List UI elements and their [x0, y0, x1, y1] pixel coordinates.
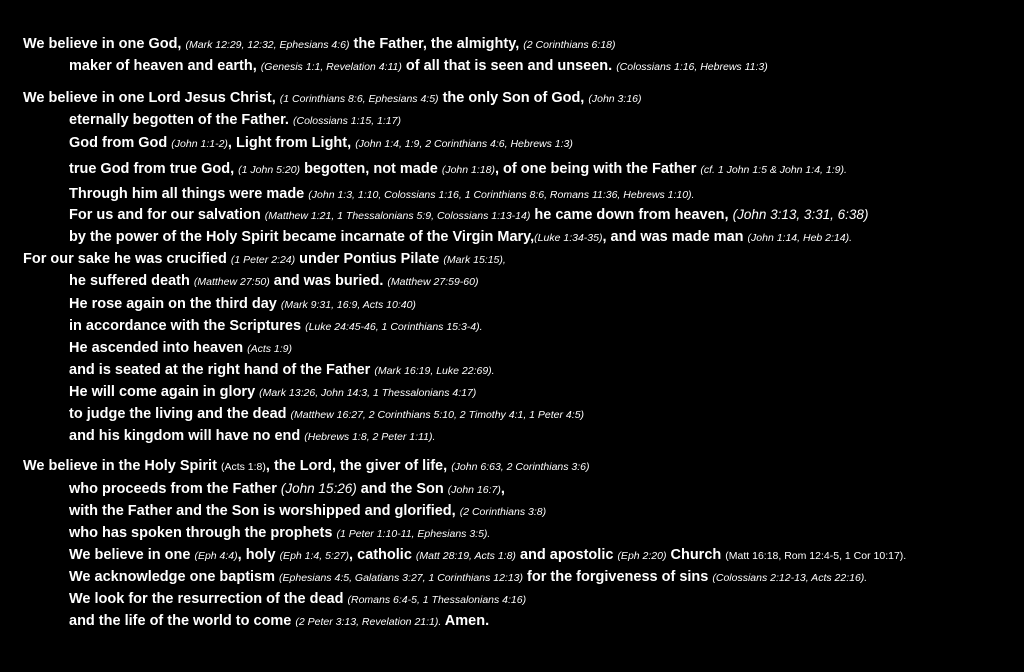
scripture-reference: (Luke 1:34-35): [534, 232, 603, 244]
creed-text: begotten, not made: [300, 161, 442, 177]
scripture-reference: (Eph 2:20): [617, 550, 667, 562]
creed-text: God from God: [69, 135, 172, 151]
creed-text: , of one being with the Father: [494, 161, 701, 177]
creed-text: ,: [500, 481, 505, 497]
creed-text: He will come again in glory: [69, 384, 260, 400]
scripture-reference: (Mark 9:31, 16:9, Acts 10:40): [280, 299, 416, 311]
creed-line: [69, 427, 435, 446]
creed-line: [23, 457, 590, 476]
scripture-reference: (John 1:4, 1:9, 2 Corinthians 4:6, Hebrews 1:3): [355, 138, 573, 150]
scripture-reference: (Mark 16:19, Luke 22:69).: [374, 365, 495, 377]
creed-text: by the power of the Holy Spirit became incarnate of the Virgin Mary,: [69, 229, 535, 245]
scripture-reference: (Eph 4:4): [194, 550, 238, 562]
scripture-reference: (John 6:63, 2 Corinthians 3:6): [451, 461, 590, 473]
scripture-reference: (John 15:26): [280, 481, 357, 496]
scripture-reference: (John 1:14, Heb 2:14).: [747, 232, 853, 244]
scripture-reference: (Matthew 16:27, 2 Corinthians 5:10, 2 Timothy 4:1, 1 Peter 4:5): [290, 409, 585, 421]
creed-text: who proceeds from the Father: [69, 481, 281, 497]
creed-line: [23, 89, 642, 108]
scripture-reference: (John 3:16): [588, 93, 642, 105]
creed-line: [69, 206, 868, 225]
creed-text: Through him all things were made: [69, 186, 309, 202]
creed-line: [69, 524, 490, 543]
creed-line: [69, 405, 584, 424]
scripture-reference: (Acts 1:8): [220, 461, 266, 473]
creed-text: true God from true God,: [69, 161, 239, 177]
creed-line: [69, 57, 768, 76]
creed-text: and is seated at the right hand of the Father: [69, 362, 375, 378]
scripture-reference: (2 Corinthians 3:8): [459, 506, 547, 518]
creed-text: under Pontius Pilate: [295, 251, 444, 267]
scripture-reference: (Matthew 27:59-60): [387, 276, 479, 288]
creed-text: We believe in one God,: [23, 36, 186, 52]
scripture-reference: (1 Corinthians 8:6, Ephesians 4:5): [279, 93, 439, 105]
creed-line: [69, 383, 476, 402]
creed-text: he came down from heaven,: [530, 207, 733, 223]
scripture-reference: (2 Peter 3:13, Revelation 21:1).: [295, 616, 442, 628]
creed-line: [69, 160, 847, 179]
creed-text: eternally begotten of the Father.: [69, 112, 293, 128]
scripture-reference: (John 3:13, 3:31, 6:38): [732, 207, 869, 222]
creed-line: [69, 272, 478, 291]
creed-line: [69, 612, 489, 631]
creed-text: For our sake he was crucified: [23, 251, 231, 267]
scripture-reference: (Romans 6:4-5, 1 Thessalonians 4:16): [347, 594, 527, 606]
scripture-reference: (Matthew 27:50): [193, 276, 270, 288]
scripture-reference: (1 Peter 2:24): [230, 254, 296, 266]
scripture-reference: (Luke 24:45-46, 1 Corinthians 15:3-4).: [305, 321, 483, 333]
scripture-reference: (1 John 5:20): [238, 164, 301, 176]
scripture-reference: (John 1:1-2): [171, 138, 228, 150]
creed-text: Amen.: [441, 613, 490, 629]
creed-text: maker of heaven and earth,: [69, 58, 261, 74]
creed-line: [69, 295, 416, 314]
creed-text: who has spoken through the prophets: [69, 525, 337, 541]
scripture-reference: (Colossians 1:16, Hebrews 11:3): [616, 61, 768, 73]
scripture-reference: (Hebrews 1:8, 2 Peter 1:11).: [304, 431, 436, 443]
scripture-reference: (cf. 1 John 1:5 & John 1:4, 1:9).: [700, 164, 847, 176]
creed-text: , Light from Light,: [227, 135, 356, 151]
creed-text: , and was made man: [602, 229, 748, 245]
creed-line: [69, 502, 546, 521]
scripture-reference: (Colossians 1:15, 1:17): [292, 115, 401, 127]
creed-text: Church: [666, 547, 726, 563]
scripture-reference: (Acts 1:9): [247, 343, 293, 355]
scripture-reference: (Eph 1:4, 5:27): [279, 550, 350, 562]
creed-line: [69, 111, 401, 130]
creed-line: [69, 480, 505, 499]
creed-text: and apostolic: [515, 547, 618, 563]
creed-text: He rose again on the third day: [69, 296, 281, 312]
scripture-reference: (Matt 28:19, Acts 1:8): [415, 550, 516, 562]
creed-text: of all that is seen and unseen.: [401, 58, 617, 74]
creed-text: and his kingdom will have no end: [69, 428, 305, 444]
creed-line: [69, 228, 852, 247]
creed-line: [69, 185, 694, 204]
scripture-reference: (Mark 13:26, John 14:3, 1 Thessalonians 4:17): [259, 387, 477, 399]
creed-text: , catholic: [349, 547, 416, 563]
creed-text: and the Son: [356, 481, 448, 497]
creed-text: For us and for our salvation: [69, 207, 265, 223]
scripture-reference: (John 1:3, 1:10, Colossians 1:16, 1 Corinthians 8:6, Romans 11:36, Hebrews 1:10).: [308, 189, 695, 201]
scripture-reference: (1 Peter 1:10-11, Ephesians 3:5).: [336, 528, 491, 540]
creed-text: with the Father and the Son is worshipped and glorified,: [69, 503, 460, 519]
creed-text: and the life of the world to come: [69, 613, 296, 629]
scripture-reference: (Matthew 1:21, 1 Thessalonians 5:9, Colossians 1:13-14): [264, 210, 531, 222]
creed-text: We believe in the Holy Spirit: [23, 458, 221, 474]
creed-text: for the forgiveness of sins: [523, 569, 713, 585]
creed-text: We believe in one: [69, 547, 195, 563]
creed-text: We believe in one Lord Jesus Christ,: [23, 90, 280, 106]
creed-text: the only Son of God,: [438, 90, 589, 106]
creed-text: We look for the resurrection of the dead: [69, 591, 348, 607]
creed-text: We acknowledge one baptism: [69, 569, 280, 585]
scripture-reference: (Ephesians 4:5, Galatians 3:27, 1 Corinthians 12:13): [279, 572, 524, 584]
creed-line: [69, 339, 292, 358]
scripture-reference: (John 1:18): [441, 164, 495, 176]
scripture-reference: (Genesis 1:1, Revelation 4:11): [260, 61, 402, 73]
creed-text: He ascended into heaven: [69, 340, 248, 356]
scripture-reference: (Mark 15:15),: [443, 254, 506, 266]
creed-line: [69, 361, 495, 380]
creed-line: [69, 546, 906, 565]
scripture-reference: (Colossians 2:12-13, Acts 22:16).: [712, 572, 868, 584]
creed-line: [69, 568, 867, 587]
creed-line: [23, 250, 506, 269]
creed-text: and was buried.: [269, 273, 388, 289]
scripture-reference: (Mark 12:29, 12:32, Ephesians 4:6): [185, 39, 350, 51]
creed-line: [69, 590, 526, 609]
creed-line: [23, 35, 616, 54]
creed-line: [69, 317, 483, 336]
scripture-reference: (John 16:7): [447, 484, 501, 496]
creed-line: [69, 134, 573, 153]
creed-text: he suffered death: [69, 273, 194, 289]
creed-text: , the Lord, the giver of life,: [265, 458, 452, 474]
scripture-reference: (2 Corinthians 6:18): [523, 39, 616, 51]
creed-text: in accordance with the Scriptures: [69, 318, 306, 334]
scripture-reference: (Matt 16:18, Rom 12:4-5, 1 Cor 10:17).: [725, 550, 907, 562]
creed-text: to judge the living and the dead: [69, 406, 291, 422]
creed-text: the Father, the almighty,: [349, 36, 524, 52]
creed-text: , holy: [237, 547, 280, 563]
